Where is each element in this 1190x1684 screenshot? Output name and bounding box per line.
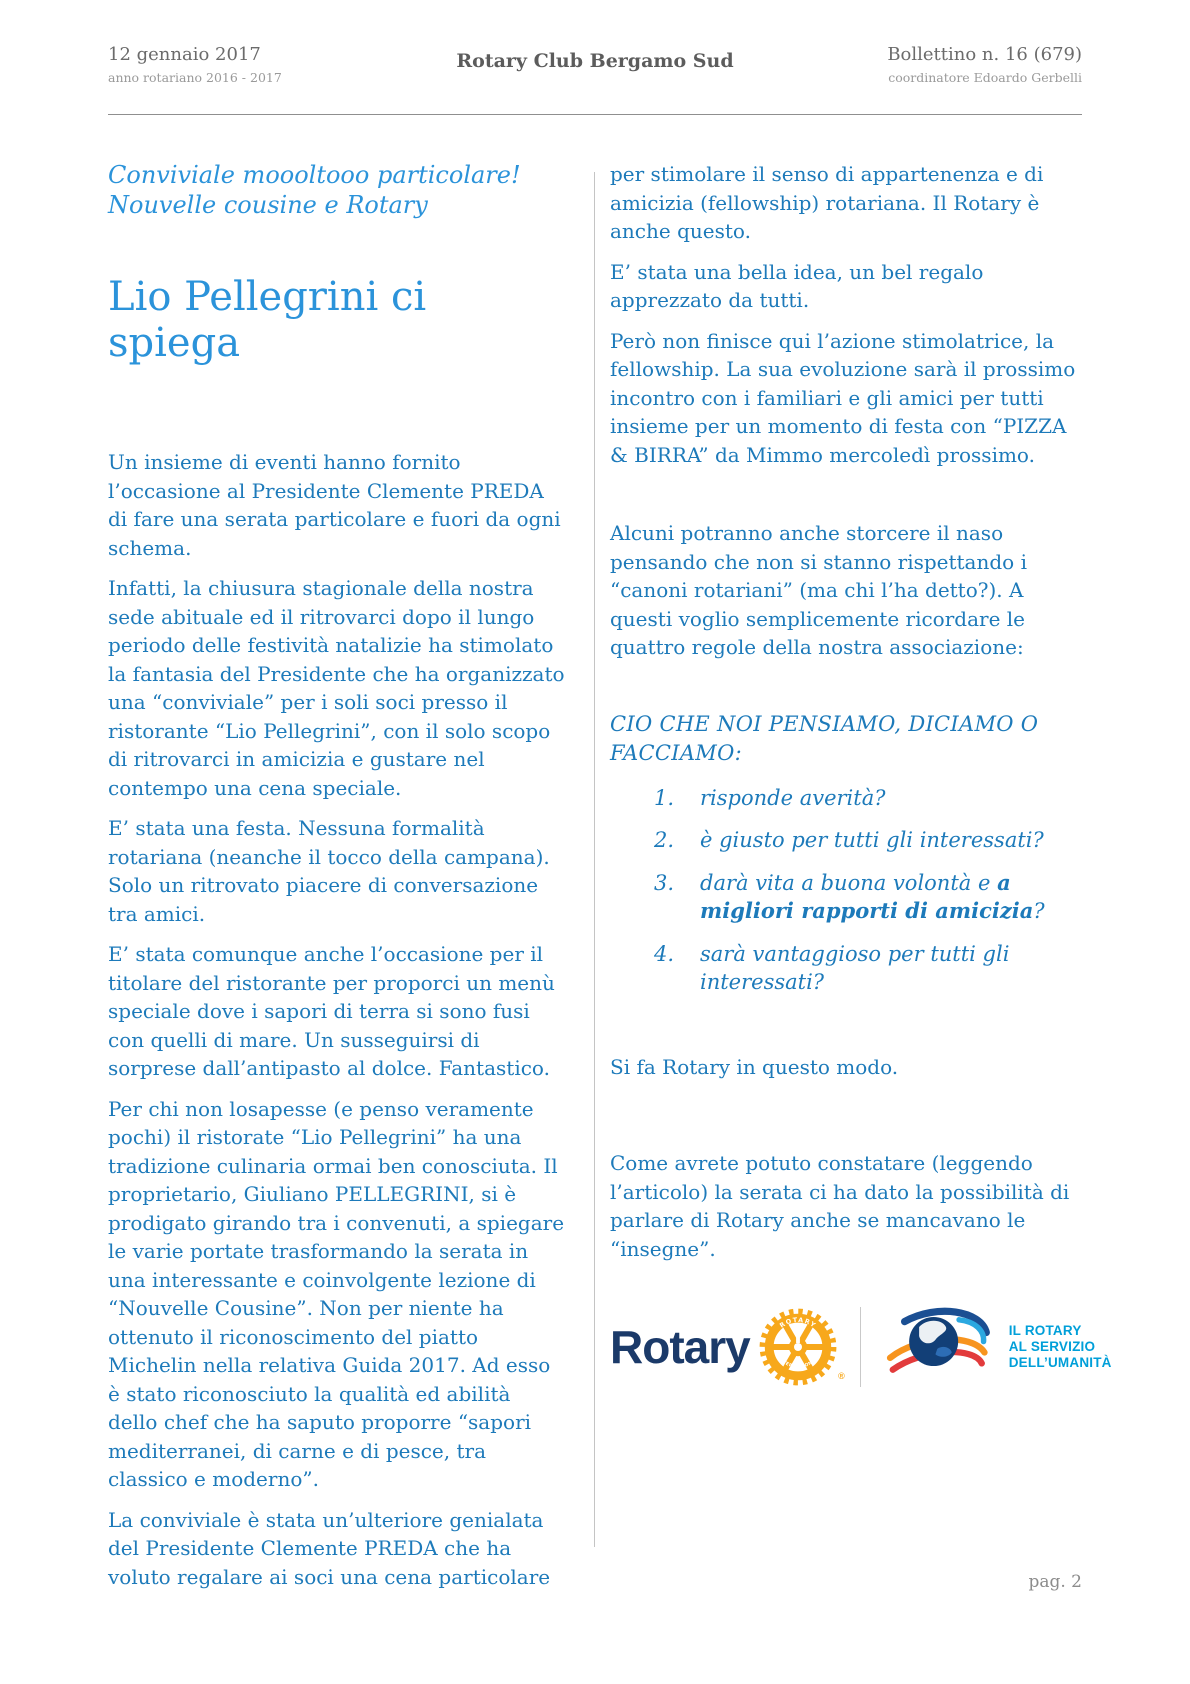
rotary-wordmark: Rotary xyxy=(610,1321,750,1373)
right-column xyxy=(595,160,1112,1395)
article-columns xyxy=(108,160,1112,1603)
rules-list xyxy=(610,784,1082,997)
article-title: Lio Pellegrini ci spiega xyxy=(108,274,427,366)
rule-number: 3. xyxy=(654,870,675,895)
header-coordinator: coordinatore Edoardo Gerbelli xyxy=(888,69,1082,85)
header-left xyxy=(108,44,408,85)
closing-paragraph: Come avrete potuto constatare (leggendo l’articolo) la serata ci ha dato la possibilità di parlare di Rotary anche se mancavano le “insegne”. xyxy=(610,1151,1070,1261)
logo-divider xyxy=(860,1307,861,1387)
tagline-line-3: DELL’UMANITÀ xyxy=(1008,1355,1112,1370)
paragraph: E’ stata una bella idea, un bel regalo apprezzato da tutti. xyxy=(610,259,984,312)
eyebrow-line-2: Nouvelle cousine e Rotary xyxy=(108,191,428,219)
paragraph: Un insieme di eventi hanno fornito l’occasione al Presidente Clemente PREDA di fare una serata particolare e fuori da ogni schema. xyxy=(108,450,561,560)
rule-number: 1. xyxy=(654,785,675,810)
paragraph: Però non finisce qui l’azione stimolatrice, la fellowship. La sua evoluzione sarà il prossimo incontro con i familiari e gli amici per tutti insieme per un momento di festa con “PIZZA & BIRRA” da Mimmo mercoledì prossimo. xyxy=(610,328,1076,467)
rotary-logo-row xyxy=(610,1299,1112,1395)
header-bulletin-number: Bollettino n. 16 (679) xyxy=(887,44,1082,65)
paragraph: per stimolare il senso di appartenenza e di amicizia (fellowship) rotariana. Il Rotary è anche questo. xyxy=(610,162,1044,243)
registered-mark: ® xyxy=(838,1371,845,1381)
rule-text: sarà vantaggioso per tutti gli interessati? xyxy=(700,941,1010,994)
rule-item xyxy=(610,784,1082,813)
rules-heading: CIO CHE NOI PENSIAMO, DICIAMO O FACCIAMO: xyxy=(610,711,1039,765)
left-body xyxy=(108,448,566,1591)
header-club-title: Rotary Club Bergamo Sud xyxy=(456,50,734,72)
rotary-tagline xyxy=(1009,1323,1112,1371)
header-date: 12 gennaio 2017 xyxy=(108,44,261,65)
conclusion-paragraph: Si fa Rotary in questo modo. xyxy=(610,1054,899,1079)
paragraph: E’ stata una festa. Nessuna formalità rotariana (neanche il tocco della campana). Solo un ritrovato piacere di conversazione tra amici. xyxy=(108,816,550,926)
rule-text: risponde averità? xyxy=(700,785,886,810)
rotary-masterbrand-logo xyxy=(610,1307,845,1387)
eyebrow-line-1: Conviviale moooltooo particolare! xyxy=(108,161,521,189)
rule-text-prefix: darà vita a buona volontà e xyxy=(700,870,998,895)
tagline-line-1: IL ROTARY xyxy=(1008,1323,1082,1338)
globe-swoosh-icon xyxy=(881,1299,999,1395)
rule-number: 4. xyxy=(654,941,675,966)
rules-intro-paragraph: Alcuni potranno anche storcere il naso pensando che non si stanno rispettando i “canoni rotariani” (ma chi l’ha detto?). A questi voglio semplicemente ricordare le quattro regole della nostra associazione: xyxy=(610,521,1027,659)
paragraph: E’ stata comunque anche l’occasione per il titolare del ristorante per proporci un menù speciale dove i sapori di terra si sono fusi con quelli di mare. Un susseguirsi di sorprese dall’antipasto al dolce. Fantastico. xyxy=(108,942,555,1080)
rule-text-bold: a migliori rapporti di amicizia xyxy=(700,869,1034,923)
left-column xyxy=(108,160,594,1603)
paragraph: Infatti, la chiusura stagionale della nostra sede abituale ed il ritrovarci dopo il lungo periodo delle festività natalizie ha stimolato la fantasia del Presidente che ha organizzato una “conviviale” per i soli soci presso il ristorante “Lio Pellegrini”, con il solo scopo di ritrovarci in amicizia e gustare nel contempo una cena speciale. xyxy=(108,576,565,800)
rule-item xyxy=(610,869,1082,926)
paragraph: Per chi non losapesse (e penso veramente pochi) il ristorate “Lio Pellegrini” ha una tradizione culinaria ormai ben conosciuta. Il proprietario, Giuliano PELLEGRINI, si è prodigato girando tra i convenuti, a spiegare le varie portate trasformando la serata in una interessante e coinvolgente lezione di “Nouvelle Cousine”. Non per niente ha ottenuto il riconoscimento del piatto Michelin nella relativa Guida 2017. Ad esso è stato riconosciuto la qualità ed abilità dello chef che ha saputo proporre “sapori mediterranei, di carne e di pesce, tra classico e moderno”. xyxy=(108,1096,565,1491)
svg-text:INTERNATIONAL: INTERNATIONAL xyxy=(776,1355,820,1370)
rule-number: 2. xyxy=(654,828,675,852)
article-eyebrow xyxy=(108,160,566,220)
rule-item xyxy=(610,826,1082,855)
rotary-wheel-icon xyxy=(758,1307,845,1387)
page-footer xyxy=(1028,1572,1082,1592)
tagline-line-2: AL SERVIZIO xyxy=(1008,1339,1096,1354)
page-header xyxy=(108,44,1082,85)
rule-item xyxy=(610,940,1082,997)
header-right xyxy=(782,44,1082,85)
page-number: pag. 2 xyxy=(1028,1572,1082,1592)
paragraph: La conviviale è stata un’ulteriore genialata del Presidente Clemente PREDA che ha voluto regalare ai soci una cena particolare xyxy=(108,1507,551,1589)
rule-text-suffix: ? xyxy=(1033,899,1045,923)
rule-text: è giusto per tutti gli interessati? xyxy=(700,828,1044,852)
svg-text:ROTARY: ROTARY xyxy=(777,1315,818,1330)
header-rule xyxy=(108,114,1082,115)
rule-text xyxy=(700,869,1082,926)
header-rotary-year: anno rotariano 2016 - 2017 xyxy=(108,69,282,85)
